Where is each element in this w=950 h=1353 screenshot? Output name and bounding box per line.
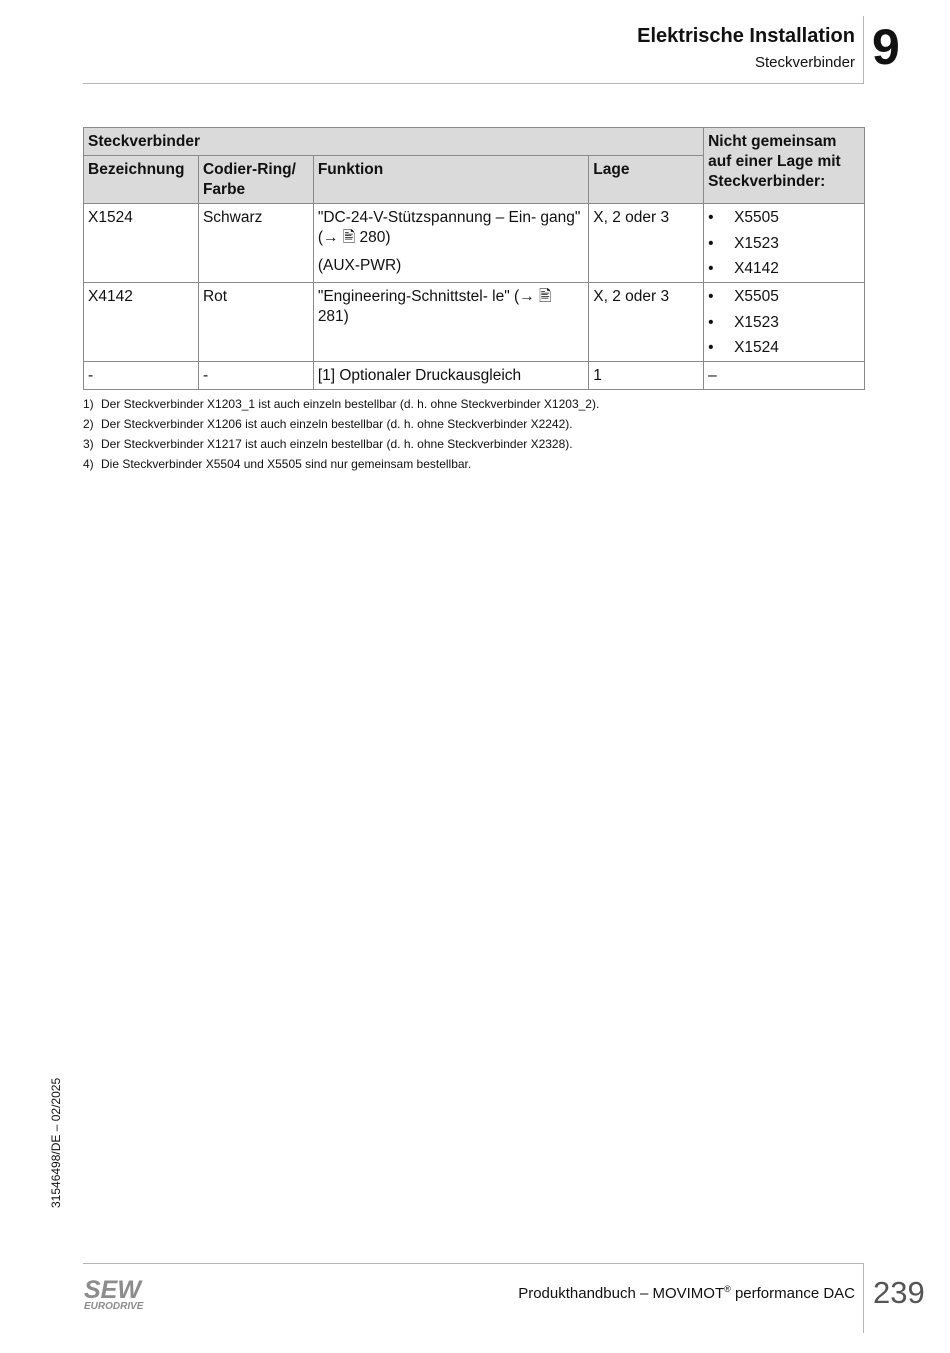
footnote [83,414,599,434]
list-item-label: X5505 [734,288,779,305]
list-item [708,338,860,358]
cell-lage: X, 2 oder 3 [589,204,704,283]
cell-bezeichnung: X1524 [84,204,199,283]
footnote-text: Der Steckverbinder X1206 ist auch einzeln bestellbar (d. h. ohne Steckverbinder X2242). [101,417,573,431]
list-item [708,287,860,307]
footnote [83,394,599,414]
bullet-icon: • [708,288,714,305]
chapter-number: 9 [872,19,900,75]
list-item [708,313,860,333]
doc-title-prefix: Produkthandbuch – MOVIMOT [518,1285,725,1302]
cell-nicht-gemeinsam [704,283,865,362]
column-header-nicht-gemeinsam: Nicht gemeinsam auf einer Lage mit Steckverbinder: [704,128,865,204]
section-subtitle: Steckverbinder [754,54,855,71]
funktion-extra-text: (AUX-PWR) [317,257,402,274]
sew-eurodrive-logo [83,1276,153,1312]
list-item-label: X4142 [734,260,779,277]
logo-text-bottom: EURODRIVE [84,1301,144,1312]
table-row [84,204,865,283]
cell-lage: X, 2 oder 3 [589,283,704,362]
column-header-codier-ring: Codier-Ring/ Farbe [198,156,313,204]
cell-bezeichnung: X4142 [84,283,199,362]
header-divider-vertical [863,16,864,84]
cell-lage: 1 [589,362,704,390]
bullet-icon: • [708,339,714,356]
footnote-number: 3) [83,437,94,451]
footer-rule [83,1263,864,1264]
list-item [708,234,860,254]
footnote [83,454,599,474]
section-title: Elektrische Installation [637,25,855,47]
logo-text-top: SEW [84,1276,141,1304]
footer-divider-vertical [863,1263,864,1333]
bullet-icon: • [708,209,714,226]
footnote-text: Der Steckverbinder X1203_1 ist auch einzeln bestellbar (d. h. ohne Steckverbinder X1203_2). [101,397,600,411]
column-header-lage: Lage [589,156,704,204]
cell-codier-ring: Schwarz [198,204,313,283]
cell-funktion [313,204,588,283]
table-row [84,362,865,390]
funktion-text: "DC-24-V-Stützspannung – Ein- gang" (→ 🖹 280) [317,209,581,246]
bullet-icon: • [708,234,714,252]
cell-nicht-gemeinsam: – [704,362,865,390]
footnote-number: 4) [83,457,94,471]
bullet-icon: • [708,313,714,331]
column-header-bezeichnung: Bezeichnung [84,156,199,204]
list-item [708,208,860,228]
doc-title-suffix: performance DAC [730,1285,855,1302]
cell-funktion [313,283,588,362]
list-item-label: X1524 [734,339,779,356]
footnote [83,434,599,454]
footnote-number: 1) [83,397,94,411]
connector-list [708,208,860,279]
table-group-header-row [84,128,865,156]
funktion-text: "Engineering-Schnittstel- le" (→ 🖹 281) [317,288,552,325]
bullet-icon: • [708,260,714,277]
cell-bezeichnung: - [84,362,199,390]
connector-list [708,287,860,358]
column-header-funktion: Funktion [313,156,588,204]
footnote-number: 2) [83,417,94,431]
cell-codier-ring: - [198,362,313,390]
list-item-label: X1523 [734,234,779,252]
header-rule [83,83,864,84]
connector-table [83,127,865,390]
cell-codier-ring: Rot [198,283,313,362]
footnote-text: Die Steckverbinder X5504 und X5505 sind nur gemeinsam bestellbar. [101,457,472,471]
registered-mark: ® [724,1284,731,1294]
footnote-text: Der Steckverbinder X1217 ist auch einzeln bestellbar (d. h. ohne Steckverbinder X2328). [101,437,573,451]
cell-funktion: [1] Optionaler Druckausgleich [313,362,588,390]
group-header-steckverbinder: Steckverbinder [84,128,704,156]
list-item-label: X5505 [734,209,779,226]
table-row [84,283,865,362]
list-item [708,259,860,279]
page-number: 239 [873,1275,925,1310]
cell-nicht-gemeinsam [704,204,865,283]
document-id-vertical: 31546498/DE – 02/2025 [49,1077,63,1208]
footer-document-title [518,1284,855,1302]
list-item-label: X1523 [734,313,779,331]
footnotes [83,394,599,474]
